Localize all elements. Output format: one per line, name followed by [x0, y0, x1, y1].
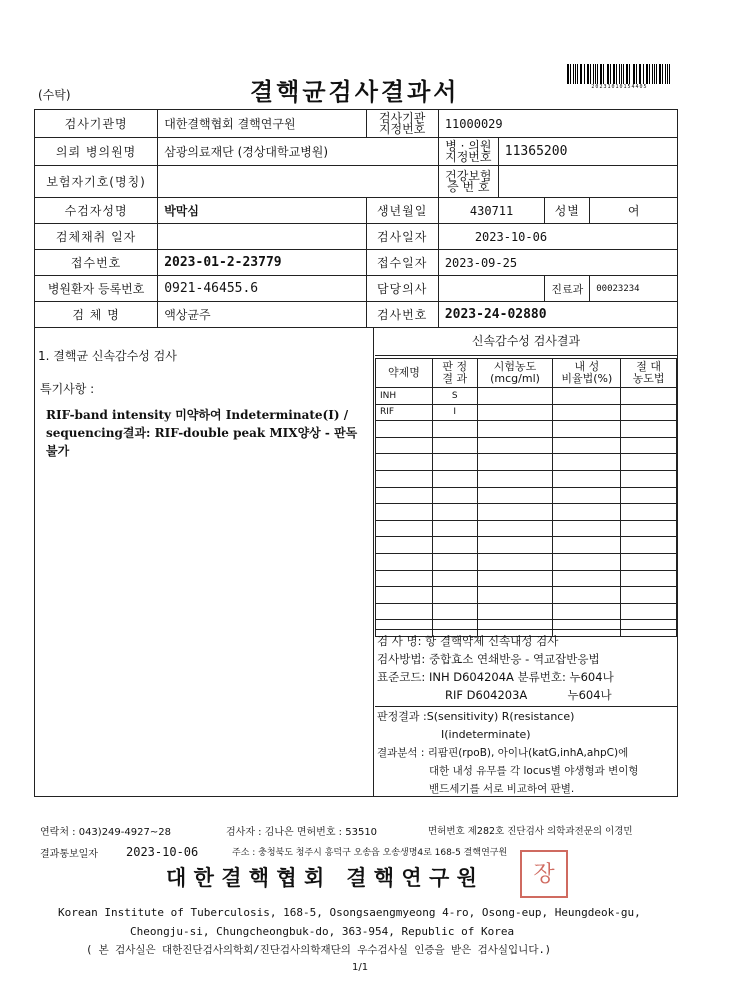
- health-no-value: [498, 166, 677, 198]
- results-cell: [376, 421, 433, 438]
- table-row: [376, 520, 677, 537]
- results-cell: [432, 553, 477, 570]
- remarks-text: RIF-band intensity 미약하여 Indeterminate(I) / sequencing결과: RIF-double peak MIX양상 - 판독불가: [46, 408, 358, 458]
- results-cell: [477, 421, 553, 438]
- report-date-value: 2023-10-06: [126, 845, 199, 859]
- results-cell: [553, 470, 621, 487]
- results-cell: [477, 454, 553, 471]
- table-row: [376, 570, 677, 587]
- patient-info-table: [34, 109, 678, 328]
- results-cell: [553, 603, 621, 620]
- page-title: 결핵균검사결과서: [250, 78, 460, 106]
- table-row: [376, 487, 677, 504]
- results-cell: [376, 570, 433, 587]
- results-cell: RIF: [376, 404, 433, 421]
- results-cell: [432, 603, 477, 620]
- results-cell: [621, 504, 677, 521]
- results-cell: [621, 587, 677, 604]
- lab-code-value: 11000029: [438, 110, 677, 138]
- remarks-label: 특기사항 :: [40, 382, 95, 396]
- test-date-label: 검사일자: [366, 224, 438, 250]
- results-cell: [477, 570, 553, 587]
- clinic-code-value: 11365200: [498, 138, 677, 166]
- contact-text: 연락처 : 043)249-4927~28: [40, 827, 171, 838]
- requester-value: 삼광의료재단 (경상대학교병원): [158, 138, 439, 166]
- health-no-label: 건강보험 증 번 호: [438, 166, 498, 198]
- barcode-bars: [567, 64, 672, 84]
- sex-label: 성별: [545, 198, 590, 224]
- sex-value: 여: [590, 198, 678, 224]
- clinic-code-label: 병 · 의원 지정번호: [438, 138, 498, 166]
- results-cell: [477, 470, 553, 487]
- results-cell: [621, 454, 677, 471]
- receipt-no-label: 접수번호: [35, 250, 158, 276]
- results-cell: [477, 537, 553, 554]
- body-divider: [373, 327, 374, 797]
- table-row: [376, 504, 677, 521]
- doctor-label: 담당의사: [366, 276, 438, 302]
- method-section: [377, 632, 675, 704]
- results-cell: [376, 537, 433, 554]
- verdict-line-2: I(indeterminate): [441, 728, 531, 741]
- receipt-date-value: 2023-09-25: [438, 250, 677, 276]
- receipt-date-label: 접수일자: [366, 250, 438, 276]
- birth-label: 생년월일: [366, 198, 438, 224]
- lab-name-value: 대한결핵협회 결핵연구원: [158, 110, 366, 138]
- patient-value: 박막심: [158, 198, 366, 224]
- results-cell: [376, 437, 433, 454]
- doctor-value: [438, 276, 545, 302]
- results-cell: [432, 504, 477, 521]
- results-cell: [621, 553, 677, 570]
- verdict-line-1: 판정결과 :S(sensitivity) R(resistance): [377, 710, 575, 723]
- results-cell: [432, 570, 477, 587]
- hospital-no-label: 병원환자 등록번호: [35, 276, 158, 302]
- hospital-no-value: 0921-46455.6: [158, 276, 366, 302]
- method-method: 검사방법: 중합효소 연쇄반응 - 역교잡반응법: [377, 652, 600, 666]
- barcode-number: 20231010154405: [591, 84, 648, 90]
- results-title: 신속감수성 검사결과: [375, 328, 677, 356]
- results-cell: [553, 553, 621, 570]
- results-header-2: 시험농도 (mcg/ml): [477, 359, 553, 388]
- results-cell: [477, 487, 553, 504]
- requester-label: 의뢰 병의원명: [35, 138, 158, 166]
- results-cell: [621, 437, 677, 454]
- results-cell: [477, 437, 553, 454]
- test-heading: 1. 결핵균 신속감수성 검사: [38, 349, 177, 363]
- director-text: 면허번호 제282호 진단검사 의학과전문의 이경민: [428, 826, 633, 837]
- method-name: 검 사 명: 항 결핵약제 신속내성 검사: [377, 634, 559, 648]
- analysis-line-3: 밴드세기를 서로 비교하여 판별.: [429, 783, 575, 795]
- exam-no-label: 검사번호: [366, 302, 438, 328]
- results-cell: [621, 404, 677, 421]
- results-cell: [621, 520, 677, 537]
- collect-date-label: 검체채취 일자: [35, 224, 158, 250]
- examiner-text: 검사자 : 김나은 면허번호 : 53510: [226, 827, 378, 838]
- results-cell: INH: [376, 388, 433, 405]
- certification-text: ( 본 검사실은 대한진단검사의학회/진단검사의학재단의 우수검사실 인증을 받은 검사실입니다.): [86, 944, 552, 956]
- results-cell: [376, 520, 433, 537]
- results-cell: [432, 437, 477, 454]
- method-top-line: [375, 629, 677, 630]
- results-cell: [432, 537, 477, 554]
- results-cell: [621, 421, 677, 438]
- results-cell: [477, 520, 553, 537]
- results-cell: [553, 537, 621, 554]
- table-row: [376, 553, 677, 570]
- method-code-1: 표준코드: INH D604204A 분류번호: 누604나: [377, 670, 614, 684]
- results-cell: [621, 570, 677, 587]
- table-row: [376, 404, 677, 421]
- results-header-1: 판 정 결 과: [432, 359, 477, 388]
- results-cell: [432, 421, 477, 438]
- lab-name-label: 검사기관명: [35, 110, 158, 138]
- analysis-line-1: 결과분석 : 리팜핀(rpoB), 아이나(katG,inhA,ahpC)에: [377, 747, 629, 759]
- results-cell: [553, 388, 621, 405]
- table-row: [376, 421, 677, 438]
- table-row: [376, 587, 677, 604]
- results-cell: [376, 487, 433, 504]
- results-cell: [432, 470, 477, 487]
- results-cell: [376, 603, 433, 620]
- table-row: [376, 603, 677, 620]
- results-table: [375, 358, 677, 637]
- results-cell: [553, 454, 621, 471]
- results-cell: [621, 603, 677, 620]
- receipt-no-value: 2023-01-2-23779: [158, 250, 366, 276]
- results-cell: I: [432, 404, 477, 421]
- results-cell: [553, 404, 621, 421]
- results-header-0: 약제명: [376, 359, 433, 388]
- barcode: [567, 64, 672, 90]
- table-row: [376, 388, 677, 405]
- specimen-value: 액상균주: [158, 302, 366, 328]
- dept-value: 00023234: [590, 276, 678, 302]
- english-address-1: Korean Institute of Tuberculosis, 168-5, Osongsaengmyeong 4-ro, Osong-eup, Heungdeok-gu,: [58, 906, 641, 919]
- dept-label: 진료과: [545, 276, 590, 302]
- results-cell: [621, 487, 677, 504]
- specimen-label: 검 체 명: [35, 302, 158, 328]
- method-mid-line: [375, 706, 677, 707]
- birth-value: 430711: [438, 198, 545, 224]
- results-cell: [553, 570, 621, 587]
- results-cell: [621, 537, 677, 554]
- patient-label: 수검자성명: [35, 198, 158, 224]
- results-cell: [621, 470, 677, 487]
- test-date-value: 2023-10-06: [438, 224, 677, 250]
- table-row: [376, 470, 677, 487]
- official-seal: 장: [520, 850, 568, 898]
- copy-type-label: (수탁): [38, 88, 71, 102]
- insurance-label: 보험자기호(명칭): [35, 166, 158, 198]
- table-row: [376, 454, 677, 471]
- results-cell: S: [432, 388, 477, 405]
- results-cell: [553, 520, 621, 537]
- results-cell: [432, 454, 477, 471]
- results-cell: [477, 404, 553, 421]
- collect-date-value: [158, 224, 366, 250]
- analysis-line-2: 대한 내성 유무를 각 locus별 야생형과 변이형: [429, 765, 639, 777]
- results-cell: [553, 487, 621, 504]
- results-cell: [477, 587, 553, 604]
- results-cell: [432, 587, 477, 604]
- verdict-section: [377, 708, 675, 798]
- page-number: 1/1: [352, 962, 369, 973]
- results-cell: [477, 504, 553, 521]
- results-cell: [553, 421, 621, 438]
- lab-code-label: 검사기관 지정번호: [366, 110, 438, 138]
- results-cell: [621, 388, 677, 405]
- results-header-3: 내 성 비율법(%): [553, 359, 621, 388]
- results-cell: [432, 520, 477, 537]
- results-cell: [553, 504, 621, 521]
- org-name: 대 한 결 핵 협 회 결 핵 연 구 원: [166, 865, 477, 890]
- results-cell: [477, 603, 553, 620]
- insurance-value: [158, 166, 439, 198]
- results-cell: [553, 587, 621, 604]
- address-text: 주소 : 충청북도 청주시 흥덕구 오송읍 오송생명4로 168-5 결핵연구원: [232, 848, 508, 858]
- english-address-2: Cheongju-si, Chungcheongbuk-do, 363-954, Republic of Korea: [130, 925, 515, 938]
- results-cell: [376, 553, 433, 570]
- results-header-4: 절 대 농도법: [621, 359, 677, 388]
- results-cell: [376, 504, 433, 521]
- report-date-label: 결과통보일자: [40, 849, 98, 860]
- table-row: [376, 537, 677, 554]
- results-cell: [376, 470, 433, 487]
- results-cell: [553, 437, 621, 454]
- method-code-2: RIF D604203A 누604나: [445, 688, 612, 702]
- results-cell: [376, 454, 433, 471]
- results-cell: [432, 487, 477, 504]
- results-cell: [477, 388, 553, 405]
- results-cell: [376, 587, 433, 604]
- results-cell: [477, 553, 553, 570]
- table-row: [376, 437, 677, 454]
- exam-no-value: 2023-24-02880: [438, 302, 677, 328]
